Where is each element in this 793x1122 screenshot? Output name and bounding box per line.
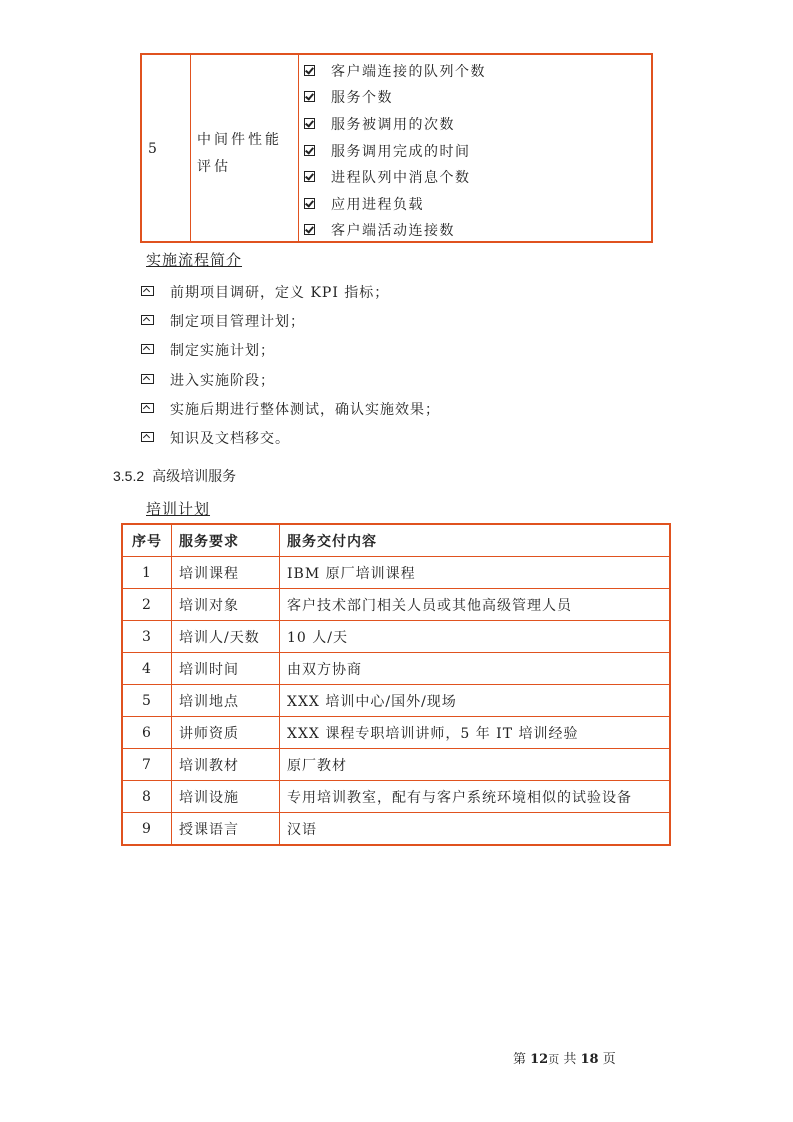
- row-number: 5: [148, 141, 157, 157]
- page-number: 12: [530, 1052, 549, 1067]
- column-header: 服务要求: [172, 524, 280, 557]
- list-item: 知识及文档移交。: [141, 429, 290, 449]
- section-number: 3.5.2: [113, 468, 145, 484]
- checked-box-icon: [304, 91, 315, 102]
- table-row: 7 培训教材 原厂教材: [122, 749, 670, 781]
- bullet-arrow-icon: [141, 374, 154, 384]
- checklist-item: 应用进程负载: [304, 192, 424, 218]
- list-item: 制定实施计划；: [141, 341, 275, 361]
- table-row: 9 授课语言 汉语: [122, 813, 670, 846]
- table-row: 4 培训时间 由双方协商: [122, 653, 670, 685]
- total-pages: 18: [580, 1052, 599, 1067]
- checklist-item: 服务被调用的次数: [304, 112, 455, 138]
- training-table: [121, 523, 671, 846]
- checked-box-icon: [304, 65, 315, 76]
- list-item: 实施后期进行整体测试，确认实施效果；: [141, 400, 440, 420]
- column-header: 服务交付内容: [280, 524, 671, 557]
- table-header-row: [122, 524, 670, 557]
- checklist-item: 客户端连接的队列个数: [304, 59, 486, 85]
- table-row: 3 培训人/天数 10 人/天: [122, 621, 670, 653]
- checklist-item: 服务个数: [304, 85, 393, 111]
- checked-box-icon: [304, 198, 315, 209]
- checked-box-icon: [304, 224, 315, 235]
- implementation-heading: 实施流程简介: [146, 251, 243, 269]
- page-footer: 第 12页 共 18 页: [513, 1052, 616, 1067]
- column-header: 序号: [122, 524, 172, 557]
- checklist-item: 客户端活动连接数: [304, 218, 455, 244]
- table-row: 5 培训地点 XXX 培训中心/国外/现场: [122, 685, 670, 717]
- checklist-item: 服务调用完成的时间: [304, 139, 471, 165]
- evaluation-table: [140, 53, 653, 243]
- table-row: 6 讲师资质 XXX 课程专职培训讲师，5 年 IT 培训经验: [122, 717, 670, 749]
- checked-box-icon: [304, 171, 315, 182]
- bullet-arrow-icon: [141, 315, 154, 325]
- table-row: 8 培训设施 专用培训教室，配有与客户系统环境相似的试验设备: [122, 781, 670, 813]
- row-name: 中间件性能评估: [197, 132, 282, 175]
- bullet-arrow-icon: [141, 344, 154, 354]
- section-title: [113, 466, 236, 486]
- list-item: 前期项目调研，定义 KPI 指标；: [141, 283, 389, 303]
- list-item: 进入实施阶段；: [141, 371, 275, 391]
- training-plan-heading: 培训计划: [146, 500, 211, 518]
- table-row: 2 培训对象 客户技术部门相关人员或其他高级管理人员: [122, 589, 670, 621]
- table-cell-checklist: [298, 55, 651, 241]
- checked-box-icon: [304, 145, 315, 156]
- bullet-arrow-icon: [141, 286, 154, 296]
- table-cell-number: [142, 55, 191, 241]
- table-cell-name: [190, 55, 299, 241]
- checklist-item: 进程队列中消息个数: [304, 165, 471, 191]
- bullet-arrow-icon: [141, 403, 154, 413]
- checked-box-icon: [304, 118, 315, 129]
- list-item: 制定项目管理计划；: [141, 312, 305, 332]
- section-title-text: 高级培训服务: [152, 469, 237, 485]
- bullet-arrow-icon: [141, 432, 154, 442]
- table-row: 1 培训课程 IBM 原厂培训课程: [122, 557, 670, 589]
